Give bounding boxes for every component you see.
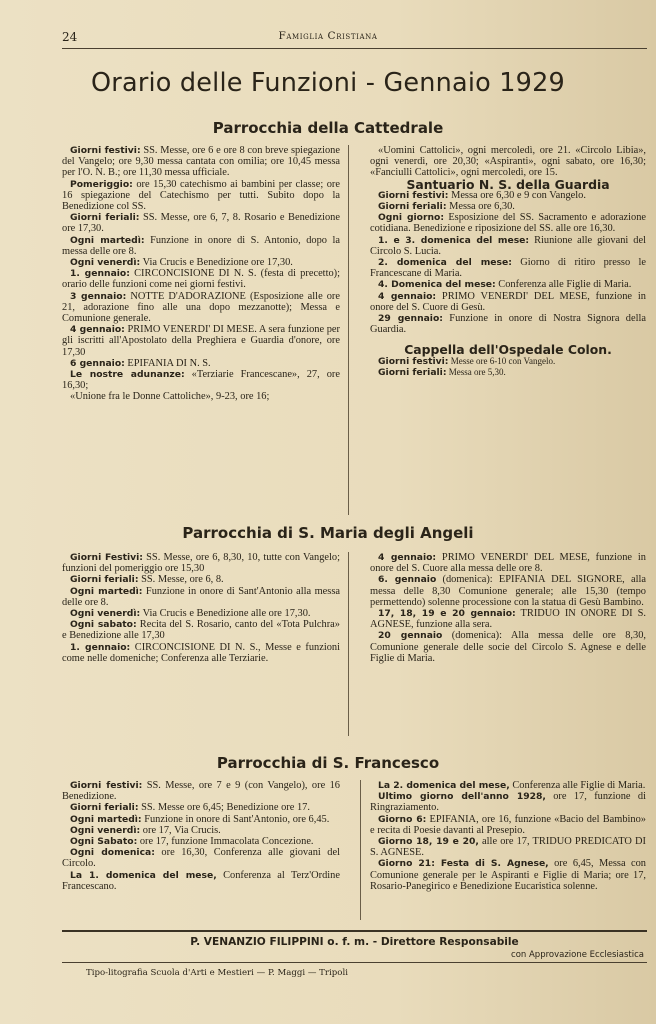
- schedule-entry: [62, 642, 340, 664]
- entry-key: Giorno 6:: [378, 813, 427, 825]
- entry-text: Giorno di ritiro presso le Francescane di Maria.: [370, 257, 646, 280]
- entry-key: Ogni venerdì:: [70, 824, 141, 836]
- entry-text: PRIMO VENERDI' DEL MESE, funzione in onore del S. Cuore di Gesù.: [370, 290, 646, 313]
- ospedale-list: [370, 356, 646, 378]
- entry-text: ore 17, Via Crucis.: [140, 824, 221, 836]
- entry-text: «Uomini Cattolici», ogni mercoledì, ore 21. «Circolo Libia», ogni venerdì, ore 20,30; «Aspiranti», ogni sabato, ore 16,30; «Fanciulli Cattolici», ogni mercoledì, ore 15.: [370, 145, 646, 179]
- entry-key: La 1. domenica del mese,: [70, 869, 217, 881]
- entry-key: 4 gennaio:: [378, 552, 437, 563]
- approval-line: con Approvazione Ecclesiastica: [511, 950, 644, 960]
- schedule-entry: [62, 179, 340, 213]
- entry-text: Riunione alle giovani del Circolo S. Lucia.: [370, 234, 646, 257]
- entry-text: ore 17, funzione di Ringraziamento.: [370, 791, 646, 814]
- entry-key: Giorni feriali:: [70, 802, 139, 814]
- entry-key: Giorni feriali:: [70, 212, 140, 224]
- entry-key: 1. gennaio:: [70, 641, 131, 653]
- entry-text: SS. Messe, ore 7 e 9 (con Vangelo), ore 16 Benedizione.: [62, 780, 340, 803]
- schedule-entry: [370, 145, 646, 179]
- journal-title: Famiglia Cristiana: [278, 30, 378, 42]
- entry-text: Conferenza alle Figlie di Maria.: [509, 780, 646, 791]
- schedule-entry: [62, 870, 340, 892]
- entry-text: EPIFANIA DI N. S.: [124, 357, 211, 369]
- entry-key: 3 gennaio:: [70, 290, 127, 302]
- section-heading-francesco: Parrocchia di S. Francesco: [216, 754, 440, 772]
- director-line: P. VENANZIO FILIPPINI o. f. m. - Direttore Responsabile: [190, 936, 519, 948]
- schedule-entry: [62, 257, 340, 268]
- entry-key: Ogni martedì:: [70, 234, 145, 246]
- schedule-entry: [370, 257, 646, 279]
- entry-key: 2. domenica del mese:: [378, 257, 512, 269]
- schedule-entry: [62, 836, 340, 847]
- section-heading-angeli: Parrocchia di S. Maria degli Angeli: [182, 524, 474, 542]
- schedule-entry: [62, 391, 340, 402]
- entry-key: Giorni festivi:: [378, 189, 449, 201]
- schedule-entry: [370, 791, 646, 813]
- schedule-entry: [370, 814, 646, 836]
- angeli-right-column: [370, 552, 646, 664]
- entry-text: ore 17, funzione Immacolata Concezione.: [137, 836, 314, 848]
- schedule-entry: [62, 268, 340, 290]
- entry-key: Giorni feriali:: [378, 201, 447, 213]
- schedule-entry: [62, 780, 340, 802]
- schedule-entry: [62, 212, 340, 234]
- entry-text: Funzione in onore di S. Antonio, dopo la messa delle ore 8.: [62, 234, 341, 257]
- entry-key: 17, 18, 19 e 20 gennaio:: [378, 608, 516, 620]
- guardia-title: Santuario N. S. della Guardia: [406, 176, 610, 192]
- schedule-entry: [62, 235, 340, 257]
- entry-key: Ogni venerdì:: [70, 257, 141, 269]
- entry-text: PRIMO VENERDI' DI MESE. A sera funzione per gli iscritti all'Apostolato della Preghiera e Guardia d'onore, ore 17,30: [62, 324, 340, 358]
- entry-text: (domenica): Alla messa delle ore 8,30, Comunione generale delle socie del Circolo S. Agnese e delle Figlie di Maria.: [370, 630, 646, 664]
- entry-text: ore 15,30 catechismo ai bambini per classe; ore 16 spiegazione del Catechismo per tutti. Subito dopo la Benedizione col SS.: [62, 178, 340, 213]
- cattedrale-left-column: [62, 145, 340, 403]
- cattedrale-right-column: [370, 145, 646, 378]
- entry-key: 6. gennaio: [378, 574, 437, 586]
- entry-text: TRIDUO IN ONORE DI S. AGNESE, funzione alla sera.: [370, 608, 646, 631]
- entry-text: Recita del S. Rosario, canto del «Tota Pulchra» e Benedizione alle 17,30: [62, 619, 340, 642]
- schedule-entry: [370, 574, 646, 608]
- entry-key: Giorni feriali:: [70, 574, 139, 586]
- header-rule: [62, 48, 647, 49]
- entry-text: «Terziarie Francescane», 27, ore 16,30;: [62, 369, 340, 392]
- entry-text: SS. Messe, ore 6, 8.: [138, 574, 224, 586]
- guardia-list: [370, 190, 646, 336]
- column-divider: [360, 780, 361, 920]
- entry-text: Funzione in onore di Sant'Antonio, ore 6,45.: [141, 813, 330, 825]
- entry-text: SS. Messe, ore 6 e ore 8 con breve spiegazione del Vangelo; ore 9,30 messa cantata con omilia; ore 10,45 messa per l'O. N. B.; ore 11,30 messa ufficiale.: [62, 145, 340, 179]
- schedule-entry: [62, 608, 340, 619]
- schedule-entry: [62, 814, 340, 825]
- entry-key: Ogni martedì:: [70, 813, 142, 825]
- entry-key: Ultimo giorno dell'anno 1928,: [378, 791, 546, 803]
- entry-key: 20 gennaio: [378, 630, 443, 642]
- column-divider: [348, 552, 349, 736]
- entry-key: 4. Domenica del mese:: [378, 279, 496, 291]
- entry-text: (domenica): EPIFANIA DEL SIGNORE, alla messa delle 8,30 Comunione generale; alle 15,30 (tempo permettendo) solenne processione con la statua di Gesù Bambino.: [370, 574, 646, 608]
- page-title: Orario delle Funzioni - Gennaio 1929: [91, 68, 565, 98]
- schedule-entry: [62, 358, 340, 369]
- page-number: 24: [62, 30, 78, 44]
- francesco-left-column: [62, 780, 340, 892]
- entry-key: Giorni festivi:: [378, 355, 449, 367]
- entry-text: alle ore 17, TRIDUO PREDICATO DI S. AGNESE.: [370, 836, 646, 859]
- schedule-entry: [62, 574, 340, 585]
- entry-text: ore 6,45, Messa con Comunione generale per le Aspiranti e Figlie di Maria; ore 17, Rosario-Panegirico e Benedizione Eucaristica solenne.: [370, 858, 647, 892]
- schedule-entry: [62, 291, 340, 325]
- schedule-entry: [370, 836, 646, 858]
- schedule-entry: [370, 313, 646, 335]
- entry-text: «Unione fra le Donne Cattoliche», 9-23, ore 16;: [70, 391, 270, 403]
- entry-key: Ogni venerdì:: [70, 608, 141, 620]
- ospedale-title: Cappella dell'Ospedale Colon.: [404, 342, 612, 358]
- entry-text: CIRCONCISIONE DI N. S., Messe e funzioni come nelle domeniche; Conferenza alle Terziarie.: [62, 641, 340, 664]
- entry-key: Ogni martedì:: [70, 585, 143, 597]
- entry-text: PRIMO VENERDI' DEL MESE, funzione in onore del S. Cuore alla messa delle ore 8.: [370, 552, 646, 575]
- entry-text: EPIFANIA, ore 16, funzione «Bacio del Bambino» e recita di Poesie davanti al Presepio.: [370, 813, 647, 836]
- entry-text: Esposizione del SS. Sacramento e adorazione cotidiana. Benedizione e riposizione del SS. alle ore 16,30.: [370, 212, 647, 235]
- footer-rule: [62, 930, 647, 932]
- entry-key: Ogni Sabato:: [70, 836, 138, 848]
- entry-text: Conferenza al Terz'Ordine Francescano.: [62, 869, 340, 892]
- schedule-entry: [62, 369, 340, 391]
- entry-key: 4 gennaio:: [70, 324, 125, 336]
- section-heading-cattedrale: Parrocchia della Cattedrale: [212, 119, 444, 137]
- entry-text: Via Crucis e Benedizione alle ore 17,30.: [140, 608, 311, 620]
- entry-key: Giorni festivi:: [70, 780, 143, 791]
- entry-text: Messa ore 6,30.: [446, 201, 515, 213]
- schedule-entry: [370, 552, 646, 574]
- printer-line: Tipo-litografia Scuola d'Arti e Mestieri — P. Maggi — Tripoli: [86, 968, 348, 978]
- entry-text: Via Crucis e Benedizione ore 17,30.: [140, 257, 293, 269]
- entry-key: 29 gennaio:: [378, 313, 443, 325]
- schedule-entry: [62, 552, 340, 574]
- schedule-entry: [370, 356, 646, 367]
- schedule-entry: [62, 324, 340, 358]
- schedule-entry: [370, 212, 646, 234]
- column-divider: [348, 145, 349, 515]
- entry-key: Giorni festivi:: [70, 145, 141, 156]
- entry-text: Funzione in onore di Nostra Signora della Guardia.: [370, 313, 646, 336]
- schedule-entry: [370, 291, 646, 313]
- entry-key: 6 gennaio:: [70, 357, 125, 369]
- entry-key: Giorni Festivi:: [70, 552, 143, 563]
- entry-text: Conferenza alle Figlie di Maria.: [495, 279, 632, 291]
- schedule-entry: [62, 145, 340, 179]
- entry-key: Pomeriggio:: [70, 178, 133, 190]
- schedule-entry: [62, 802, 340, 813]
- schedule-entry: [370, 235, 646, 257]
- schedule-entry: [370, 367, 646, 378]
- entry-text: CIRCONCISIONE DI N. S. (festa di precetto); orario delle funzioni come nei giorni festivi.: [62, 268, 340, 291]
- cattedrale-associations: [370, 145, 646, 179]
- entry-text: ore 16,30, Conferenza alle giovani del Circolo.: [62, 847, 340, 870]
- entry-key: Le nostre adunanze:: [70, 369, 185, 381]
- entry-text: Messa ore 5,30.: [446, 366, 506, 377]
- entry-key: Ogni sabato:: [70, 619, 137, 631]
- angeli-left-column: [62, 552, 340, 664]
- entry-text: Funzione in onore di Sant'Antonio alla messa delle ore 8.: [62, 585, 340, 608]
- schedule-entry: [370, 780, 646, 791]
- schedule-entry: [62, 847, 340, 869]
- schedule-entry: [370, 201, 646, 212]
- entry-key: 1. e 3. domenica del mese:: [378, 234, 530, 246]
- schedule-entry: [370, 279, 646, 290]
- entry-key: Giorni feriali:: [378, 366, 447, 378]
- entry-key: 4 gennaio:: [378, 290, 437, 302]
- entry-key: Giorno 18, 19 e 20,: [378, 836, 479, 848]
- schedule-entry: [370, 858, 646, 892]
- schedule-entry: [62, 586, 340, 608]
- entry-key: Giorno 21: Festa di S. Agnese,: [378, 858, 549, 870]
- entry-text: SS. Messe, ore 6, 7, 8. Rosario e Benedizione ore 17,30.: [62, 212, 340, 235]
- entry-key: Ogni giorno:: [378, 212, 445, 224]
- entry-text: Messe ore 6-10 con Vangelo.: [448, 355, 556, 366]
- entry-text: SS. Messe, ore 6, 8,30, 10, tutte con Vangelo; funzioni del pomeriggio ore 15,30: [62, 552, 340, 575]
- footer-rule-thin: [62, 962, 647, 963]
- entry-key: Ogni domenica:: [70, 847, 155, 859]
- entry-text: NOTTE D'ADORAZIONE (Esposizione alle ore 21, adorazione fino alle una dopo mezzanotte); Messa e Comunione generale.: [62, 290, 340, 325]
- schedule-entry: [62, 619, 340, 641]
- schedule-entry: [370, 630, 646, 664]
- schedule-entry: [370, 608, 646, 630]
- entry-key: La 2. domenica del mese,: [378, 780, 510, 791]
- entry-text: Messa ore 6,30 e 9 con Vangelo.: [448, 189, 586, 201]
- entry-text: SS. Messe ore 6,45; Benedizione ore 17.: [138, 802, 310, 814]
- running-header: [0, 30, 656, 46]
- francesco-right-column: [370, 780, 646, 892]
- schedule-entry: [62, 825, 340, 836]
- entry-key: 1. gennaio:: [70, 268, 130, 280]
